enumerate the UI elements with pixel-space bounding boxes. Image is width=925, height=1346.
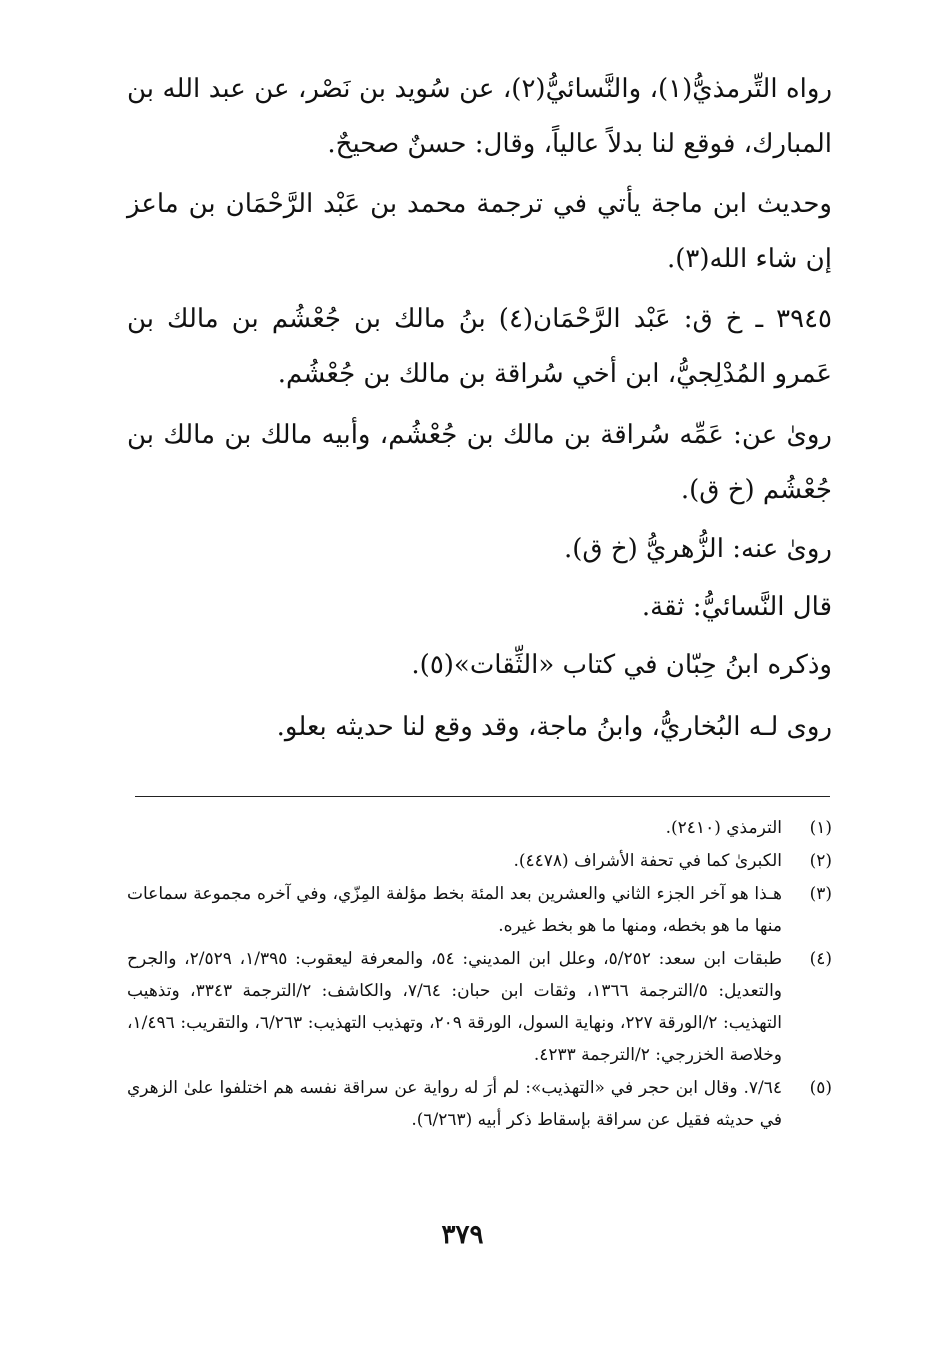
- footnote-3: [127, 878, 832, 942]
- paragraph-narrated-from: [127, 408, 832, 518]
- footnotes: [127, 812, 832, 1137]
- paragraph-text: رواه التِّرمذيُّ(١)، والنَّسائيُّ(٢)، عن سُويد بن نَصْر، عن عبد الله بن المبارك، فوقع لنا بدلاً عالياً، وقال: حسنٌ صحيحٌ.: [127, 74, 832, 159]
- entry-heading-3945: [127, 292, 832, 402]
- paragraph-hadith-narration: [127, 62, 832, 172]
- footnote-number: (٤): [809, 949, 832, 969]
- footnote-number: (٣): [809, 884, 832, 904]
- page-number: ٣٧٩: [441, 1220, 484, 1250]
- footnote-text: ٧/٦٤. وقال ابن حجر في «التهذيب»: لم أرَ له رواية عن سراقة نفسه هم اختلفوا علىٰ الزهري في حديثه فقيل عن سراقة بإسقاط ذكر أبيه (٦/٢٦٣).: [127, 1078, 782, 1130]
- paragraph-text: وحديث ابن ماجة يأتي في ترجمة محمد بن عَبْد الرَّحْمَان بن ماعز إن شاء الله(٣).: [127, 189, 832, 274]
- line-narrated-by: روىٰ عنه: الزُّهريُّ (خ ق).: [564, 534, 832, 564]
- footnote-1: [127, 812, 832, 844]
- paragraph-ibn-majah-reference: [127, 177, 832, 287]
- footnote-4: [127, 943, 832, 1071]
- footnote-text: طبقات ابن سعد: ٥/٢٥٢، وعلل ابن المديني: ٥٤، والمعرفة ليعقوب: ١/٣٩٥، ٢/٥٢٩، والجرح والتعديل: ٥/الترجمة ١٣٦٦، وثقات ابن حبان: ٧/٦٤، والكاشف: ٢/الترجمة ٣٣٤٣، وتذهيب التهذيب: ٢/الورقة ٢٢٧، ونهاية السول، الورقة ٢٠٩، وتهذيب التهذيب: ٦/٢٦٣، والتقريب: ١/٤٩٦، وخلاصة الخزرجي: ٢/الترجمة ٤٢٣٣.: [127, 949, 783, 1065]
- footnote-divider: [135, 796, 830, 797]
- footnote-text: الكبرىٰ كما في تحفة الأشراف (٤٤٧٨).: [513, 851, 782, 871]
- footnote-number: (٥): [809, 1078, 832, 1098]
- footnote-5: [127, 1072, 832, 1136]
- footnote-2: [127, 845, 832, 877]
- paragraph-text: ٣٩٤٥ ـ خ ق: عَبْد الرَّحْمَان(٤) بنُ مالك بن جُعْشُم بن مالك بن عَمرو المُدْلِجيُّ، ابن أخي سُراقة بن مالك بن جُعْشُم.: [127, 304, 832, 389]
- footnote-number: (٢): [809, 851, 832, 871]
- line-ibn-hibban: وذكره ابنُ حِبّان في كتاب «الثِّقات»(٥).: [411, 650, 832, 680]
- line-narrated-by-bukhari: روى لـه البُخاريُّ، وابنُ ماجة، وقد وقع لنا حديثه بعلو.: [276, 712, 832, 742]
- footnote-text: الترمذي (٢٤١٠).: [665, 818, 782, 838]
- footnote-number: (١): [809, 818, 832, 838]
- paragraph-text: روىٰ عن: عَمِّه سُراقة بن مالك بن جُعْشُم، وأبيه مالك بن مالك بن جُعْشُم (خ ق).: [127, 420, 832, 505]
- footnote-text: هـذا هو آخر الجزء الثاني والعشرين بعد المئة بخط مؤلفة المِزّي، وفي آخره مجموعة سماعات منها ما هو بخطه، ومنها ما هو بخط غيره.: [127, 884, 782, 936]
- line-nasai-grading: قال النَّسائيُّ: ثقة.: [641, 592, 832, 622]
